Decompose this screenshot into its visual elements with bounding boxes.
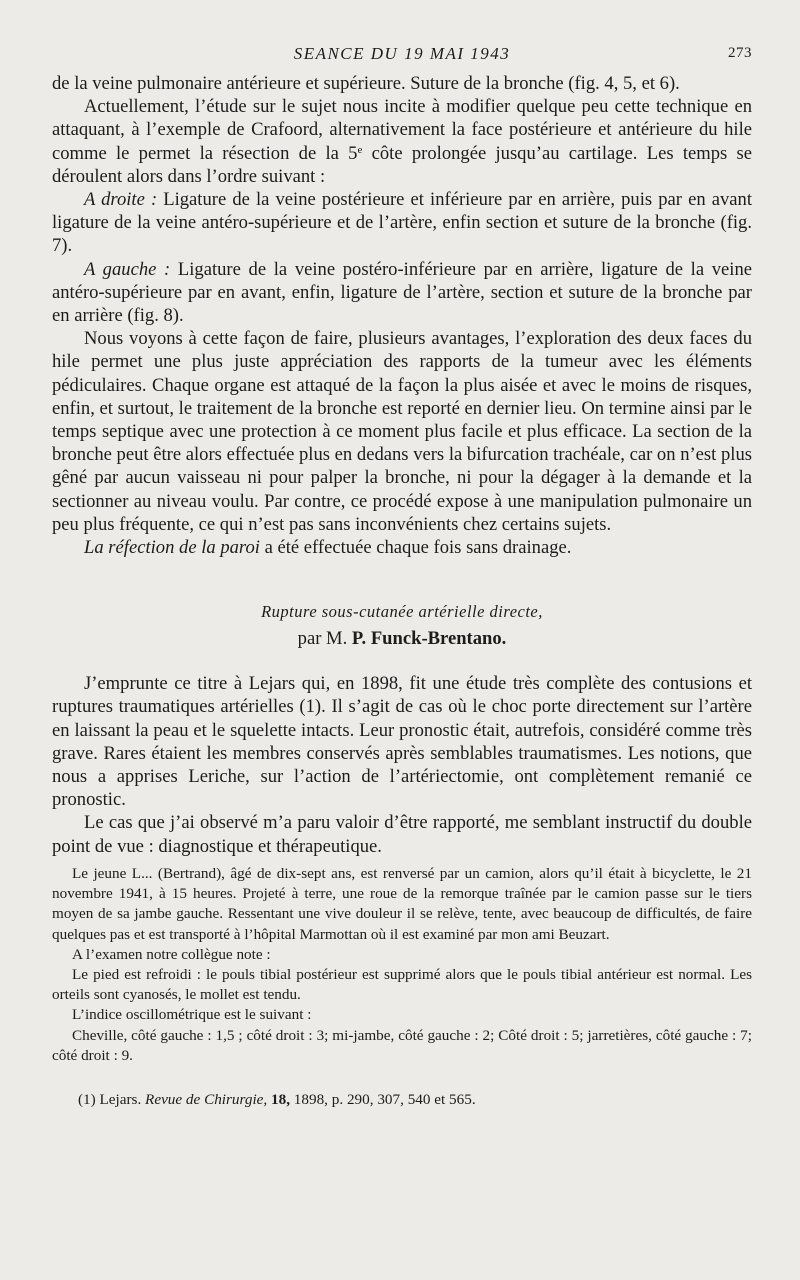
paragraph-lead: A gauche : [84, 258, 171, 280]
paragraph: J’emprunte ce titre à Lejars qui, en 1898, fit une étude très complète des contusions et ruptures traumatiques artérielles (1). Il s’agit de cas où le choc porte directement sur l’artère en laissant la peau et le squelette intacts. Leur pronostic était, autrefois, considéré comme très grave. Rares étaient les membres conservés après semblables traumatismes. Les notions, que nous a apprises Leriche, sur l’action de l’artériectomie, ont complètement remanié ce pronostic. [52, 673, 752, 811]
paragraph-lead: A droite : [84, 189, 158, 211]
paragraph-text: côte prolongée jusqu’au cartilage. Les temps se déroulent alors dans l’ordre suivant : [52, 142, 752, 187]
byline-prefix: par M. [297, 628, 352, 650]
observation-paragraph: L’indice oscillométrique est le suivant : [72, 1006, 312, 1024]
paragraph-text: a été effectuée chaque fois sans drainage. [259, 537, 572, 559]
running-title: SEANCE DU 19 MAI 1943 [293, 44, 511, 63]
superscript: e [357, 143, 363, 156]
page-header [52, 44, 752, 66]
case-observation [52, 864, 752, 1066]
observation-paragraph: A l’examen notre collègue note : [72, 945, 271, 963]
footnote-journal: Revue de Chirurgie, [145, 1090, 268, 1108]
observation-paragraph: Le jeune L... (Bertrand), âgé de dix-sept ans, est renversé par un camion, alors qu’il était à bicyclette, le 21 novembre 1941, à 15 heures. Projeté à terre, une roue de la remorque traînée par le camion passe sur le tiers moyen de sa jambe gauche. Ressentant une vive douleur il se relève, tente, avec beaucoup de difficultés, de faire quelques pas et est transporté à l’hôpital Marmottan où il est examiné par mon ami Beuzart. [52, 864, 752, 943]
paragraph-right-side [52, 188, 752, 258]
page-number: 273 [728, 45, 752, 61]
spacer [52, 652, 752, 672]
paragraph-text: Ligature de la veine postérieure et inférieure par en arrière, puis par en avant ligature de la veine antéro-supérieure et de l’artère, enfin section et suture de la bronche (fig. 7). [52, 189, 752, 257]
author-name: P. Funck-Brentano. [351, 628, 507, 650]
paragraph: Le cas que j’ai observé m’a paru valoir d’être rapporté, me semblant instructif du double point de vue : diagnostique et thérapeutique. [52, 812, 752, 857]
paragraph: de la veine pulmonaire antérieure et supérieure. Suture de la bronche (fig. 4, 5, et 6). [52, 73, 680, 94]
article-title: Rupture sous-cutanée artérielle directe, [261, 602, 543, 622]
footnote-volume: 18, [267, 1090, 290, 1108]
observation-paragraph: Cheville, côté gauche : 1,5 ; côté droit : 3; mi-jambe, côté gauche : 2; Côté droit : 5; jarretières, côté gauche : 7; côté droit : 9. [52, 1026, 752, 1064]
footnote-rest: 1898, p. 290, 307, 540 et 565. [290, 1090, 476, 1108]
observation-paragraph: Le pied est refroidi : le pouls tibial postérieur est supprimé alors que le pouls tibial antérieur est normal. Les orteils sont cyanosés, le mollet est tendu. [52, 965, 752, 1004]
paragraph: Nous voyons à cette façon de faire, plusieurs avantages, l’exploration des deux faces du hile permet une plus juste appréciation des rapports de la tumeur avec les éléments pédiculaires. Chaque organe est attaqué de la façon la plus aisée et avec le moins de risques, enfin, et surtout, le traitement de la bronche est reporté en dernier lieu. On termine ainsi par le temps septique avec une protection à ce moment plus facile et plus efficace. La section de la bronche peut être alors effectuée plus en dedans vers la bifurcation trachéale, car on n’est plus gêné par aucun vaisseau ni pour palper la bronche, ni pour la dégager à la demande et la sectionner au niveau voulu. Par contre, ce procédé expose à une manipulation pulmonaire un peu plus fréquente, ce qui n’est pas sans inconvénients chez certains sujets. [52, 328, 752, 535]
paragraph-left-side [52, 258, 752, 328]
footnote-prefix: (1) Lejars. [78, 1090, 146, 1108]
paragraph [52, 536, 752, 559]
footnote [52, 1090, 752, 1110]
paragraph-text: Ligature de la veine postéro-inférieure par en arrière, ligature de la veine antéro-supérieure par en avant, enfin, ligature de l’artère, section et suture de la bronche par en arrière (fig. 8). [52, 258, 752, 327]
page-body [52, 72, 752, 1110]
paragraph-lead: La réfection de la paroi [84, 537, 260, 559]
article-byline [52, 626, 752, 652]
paragraph-text: Actuellement, l’étude sur le sujet nous incite à modifier quelque peu cette technique en attaquant, à l’exemple de Crafoord, alternativement la face postérieure et antérieure du hile comme le permet la résection de la 5 [52, 96, 752, 164]
paragraph [52, 95, 752, 188]
